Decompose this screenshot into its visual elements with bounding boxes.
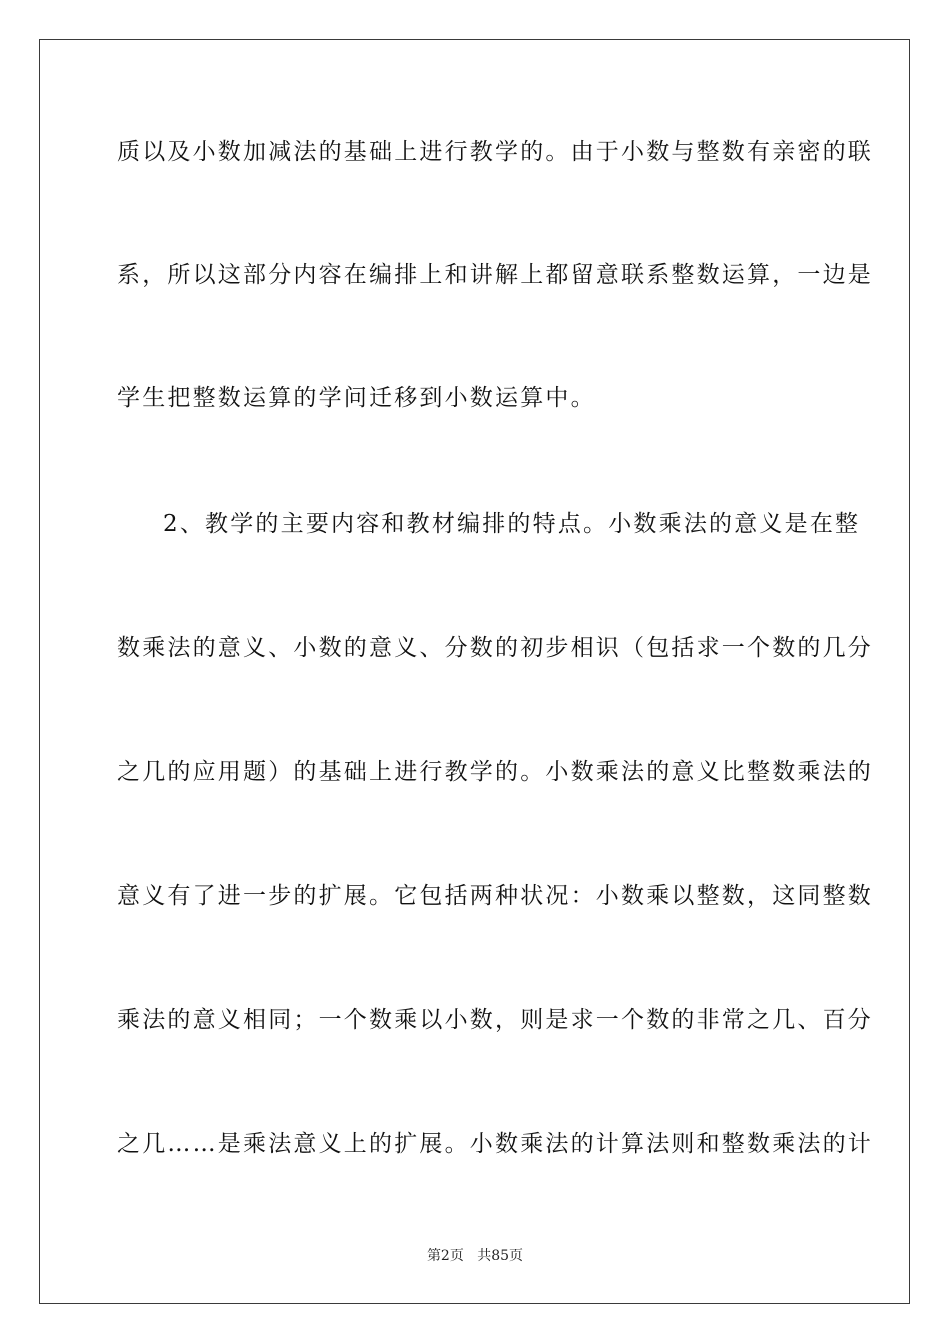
text-line-6: 之几的应用题）的基础上进行教学的。小数乘法的意义比整数乘法的	[117, 759, 873, 785]
page-footer	[0, 1245, 950, 1265]
text-line-4: 2、教学的主要内容和教材编排的特点。小数乘法的意义是在整	[163, 511, 861, 537]
text-line-1: 质以及小数加减法的基础上进行教学的。由于小数与整数有亲密的联	[117, 139, 873, 165]
total-pages: 共85页	[477, 1248, 524, 1264]
text-line-7: 意义有了进一步的扩展。它包括两种状况：小数乘以整数，这同整数	[117, 883, 873, 909]
text-line-2: 系，所以这部分内容在编排上和讲解上都留意联系整数运算，一边是	[117, 262, 873, 288]
page-number: 第2页	[426, 1248, 464, 1264]
text-line-8: 乘法的意义相同；一个数乘以小数，则是求一个数的非常之几、百分	[117, 1007, 873, 1033]
page-border	[39, 39, 910, 1304]
text-line-9: 之几……是乘法意义上的扩展。小数乘法的计算法则和整数乘法的计	[117, 1131, 873, 1157]
text-line-5: 数乘法的意义、小数的意义、分数的初步相识（包括求一个数的几分	[117, 635, 873, 661]
text-line-3: 学生把整数运算的学问迁移到小数运算中。	[117, 385, 596, 411]
